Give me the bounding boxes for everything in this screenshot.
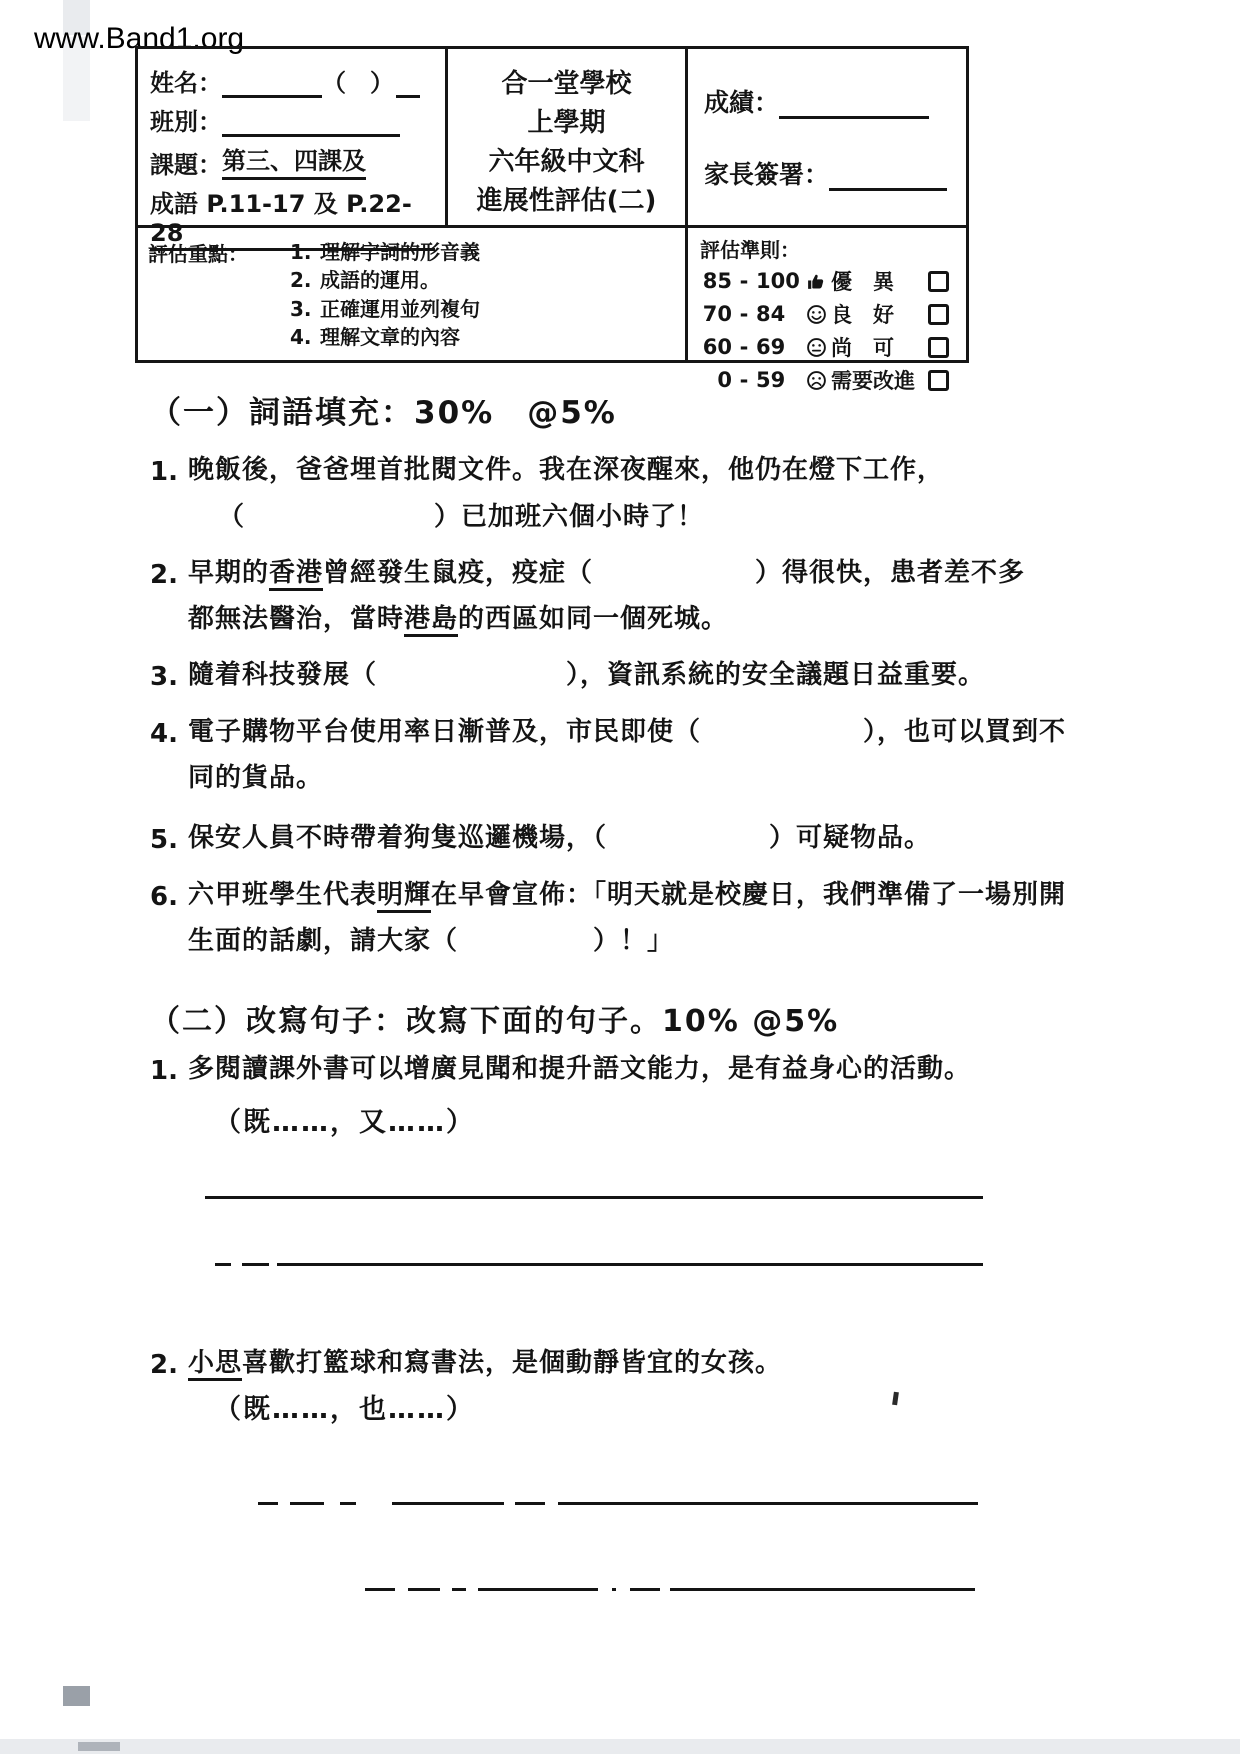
focus-item: 4. 理解文章的內容 xyxy=(290,325,460,350)
thumbs-up-icon xyxy=(806,270,830,292)
question-1: 1. 晚飯後，爸爸埋首批閱文件。我在深夜醒來，他仍在燈下工作， （ ）已加班六個小時了！ xyxy=(150,455,945,532)
line-segment xyxy=(478,1588,598,1591)
focus-item: 3. 正確運用並列複句 xyxy=(290,296,480,321)
scan-artifact xyxy=(0,1739,1240,1754)
fill-blank[interactable]: 保安人員不時帶着狗隻巡邏機場，（ ）可疑物品。 xyxy=(188,823,932,854)
student-info-cell xyxy=(138,49,448,247)
fill-blank[interactable]: （ ）已加班六個小時了！ xyxy=(218,501,705,532)
question-2: 2. 早期的香港曾經發生鼠疫，疫症（ ）得很快，患者差不多 都無法醫治，當時港島的西區如同一個死城。 xyxy=(150,550,1170,643)
name-paren: （ ） xyxy=(322,69,394,97)
section-2-title: （二）改寫句子：改寫下面的句子。10% @5% xyxy=(150,1004,840,1039)
criteria-checkbox[interactable] xyxy=(928,304,949,325)
scan-artifact xyxy=(78,1742,120,1751)
fill-blank[interactable]: 電子購物平台使用率日漸普及，市民即使（ ），也可以買到不 xyxy=(188,716,1067,747)
term: 上學期 xyxy=(527,108,606,138)
line-segment xyxy=(452,1588,466,1591)
class-label: 班別： xyxy=(150,108,222,136)
focus-item: 1. 理解字詞的形音義 xyxy=(290,240,480,264)
scan-artifact xyxy=(63,1686,90,1706)
underlined-name: 明輝 xyxy=(377,880,431,913)
focus-label: 評估重點： xyxy=(148,242,248,266)
name-label: 姓名： xyxy=(150,69,222,97)
score-label: 成績： xyxy=(704,88,780,117)
question-3: 3. 隨着科技發展（ ），資訊系統的安全議題日益重要。 xyxy=(150,660,986,693)
question-6: 6. 六甲班學生代表明輝在早會宣佈：「明天就是校慶日，我們準備了一場別開 生面的話劇，請大家（ ）！」 xyxy=(150,879,1067,956)
criteria-checkbox[interactable] xyxy=(928,271,949,292)
criteria-checkbox[interactable] xyxy=(928,337,949,358)
assessment-title: 進展性評估(二) xyxy=(476,186,657,216)
underlined-name: 小思 xyxy=(188,1348,242,1381)
criteria-row: 0 - 59 需要改進 xyxy=(700,365,953,395)
class-blank[interactable] xyxy=(222,108,400,137)
question-4: 4. 電子購物平台使用率日漸普及，市民即使（ ），也可以買到不 同的貨品。 xyxy=(150,716,1067,793)
fill-blank[interactable]: 曾經發生鼠疫，疫症（ ）得很快，患者差不多 xyxy=(323,557,1026,588)
line-segment xyxy=(612,1588,616,1591)
line-segment xyxy=(340,1502,356,1505)
criteria-row: 60 - 69 尚 可 xyxy=(700,332,953,362)
assessment-focus-cell xyxy=(138,228,688,360)
grading-criteria-cell xyxy=(688,228,963,393)
watermark: www.Band1.org xyxy=(34,22,245,55)
line-segment xyxy=(242,1263,269,1266)
topic-label: 課題： xyxy=(150,151,222,179)
rewrite-question-2: 2. 小思喜歡打籃球和寫書法，是個動靜皆宜的女孩。 xyxy=(150,1348,783,1380)
header-table xyxy=(135,46,969,393)
smiley-face-icon xyxy=(806,303,830,325)
criteria-row: 85 - 100 優 異 xyxy=(700,266,953,296)
fill-blank[interactable]: 隨着科技發展（ ），資訊系統的安全議題日益重要。 xyxy=(188,660,986,691)
fill-blank[interactable]: 生面的話劇，請大家（ ）！」 xyxy=(188,925,675,956)
underlined-name: 香港 xyxy=(269,558,323,591)
school-title-cell xyxy=(448,49,688,225)
name-blank[interactable] xyxy=(222,69,322,98)
criteria-row: 70 - 84 良 好 xyxy=(700,299,953,329)
name-number-blank[interactable] xyxy=(396,69,420,98)
topic-value-2: 成語 P.11-17 及 P.22-28 xyxy=(150,184,435,251)
line-segment xyxy=(515,1502,545,1505)
line-segment xyxy=(558,1502,978,1505)
focus-item: 2. 成語的運用。 xyxy=(290,268,440,293)
rewrite-question-1: 1. 多閱讀課外書可以增廣見聞和提升語文能力，是有益身心的活動。 xyxy=(150,1054,972,1086)
line-segment xyxy=(258,1502,278,1505)
question-5: 5. 保安人員不時帶着狗隻巡邏機場，（ ）可疑物品。 xyxy=(150,823,932,856)
pattern-hint: （既……，也……） xyxy=(214,1394,475,1425)
section-1-title: （一）詞語填充：30% @5% xyxy=(150,395,617,431)
line-segment xyxy=(408,1588,440,1591)
criteria-checkbox[interactable] xyxy=(928,370,949,391)
line-segment xyxy=(392,1502,504,1505)
scan-speck xyxy=(892,1392,899,1406)
underlined-name: 港島 xyxy=(404,604,458,637)
parent-sign-label: 家長簽署： xyxy=(704,160,830,189)
line-segment xyxy=(630,1588,660,1591)
answer-line[interactable] xyxy=(205,1196,983,1199)
line-segment xyxy=(215,1263,231,1266)
sad-face-icon xyxy=(806,369,830,391)
criteria-label: 評估準則： xyxy=(700,238,800,262)
line-segment xyxy=(277,1263,983,1266)
line-segment xyxy=(670,1588,975,1591)
subject: 六年級中文科 xyxy=(488,147,645,177)
line-segment xyxy=(290,1502,324,1505)
score-cell xyxy=(688,49,963,225)
school-name: 合一堂學校 xyxy=(501,69,632,99)
score-blank[interactable] xyxy=(779,90,929,119)
neutral-face-icon xyxy=(806,336,830,358)
topic-value: 第三、四課及 xyxy=(222,141,366,180)
pattern-hint: （既……，又……） xyxy=(214,1107,475,1138)
section-1 xyxy=(150,392,1170,964)
parent-sign-blank[interactable] xyxy=(829,162,947,191)
line-segment xyxy=(365,1588,395,1591)
